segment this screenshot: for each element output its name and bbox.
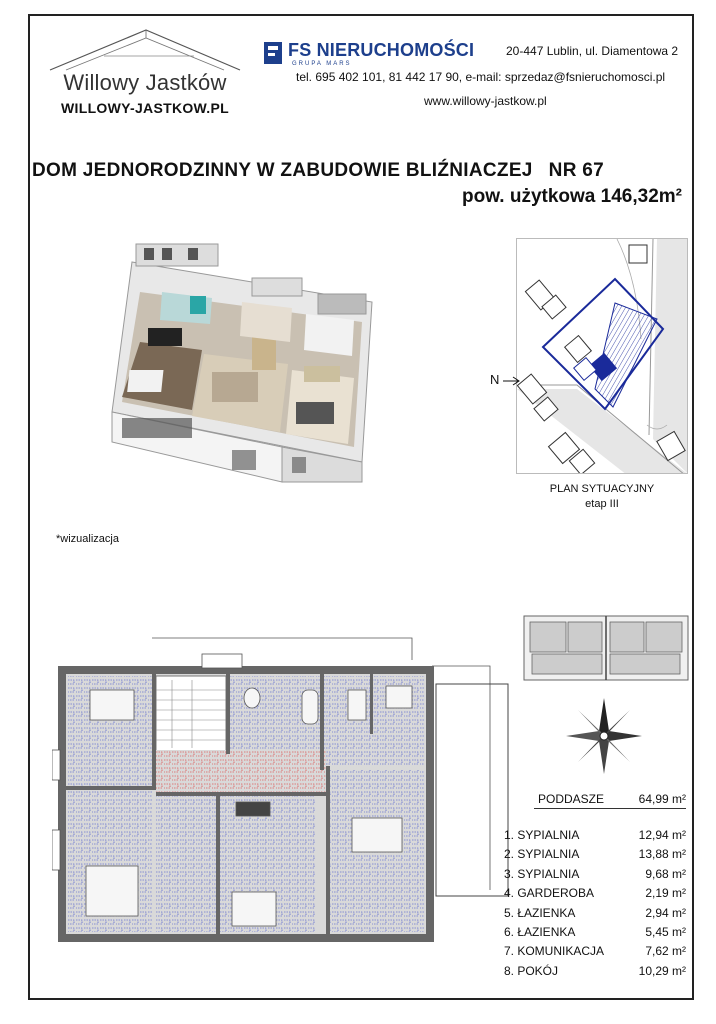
company-address: 20-447 Lublin, ul. Diamentowa 2 [506, 44, 679, 58]
list-item [500, 867, 686, 886]
list-item [500, 944, 686, 963]
house-visualization [92, 232, 382, 492]
room-name: 8. POKÓJ [504, 963, 559, 978]
company-info [262, 40, 702, 120]
page-title [32, 160, 604, 182]
room-area: 2,19 m² [645, 886, 686, 901]
willowy-logo[interactable] [44, 26, 244, 122]
room-area: 9,68 m² [645, 866, 686, 881]
key-plan [522, 608, 690, 688]
room-area: 12,94 m² [638, 828, 686, 842]
house-number: NR 67 [548, 160, 605, 181]
room-name: 6. ŁAZIENKA [504, 924, 576, 939]
company-name: FS NIERUCHOMOŚCI [288, 40, 475, 60]
room-list [500, 828, 686, 983]
company-contact: tel. 695 402 101, 81 442 17 90, e-mail: sprzedaz@fsnieruchomosci.pl [296, 70, 666, 84]
site-plan-map [517, 239, 688, 474]
company-group: GRUPA MARS [292, 61, 352, 67]
north-label: N [490, 372, 500, 387]
divider [534, 808, 686, 809]
list-item [500, 828, 686, 847]
north-arrow-icon [503, 374, 521, 388]
room-name: 4. GARDEROBA [504, 886, 595, 901]
logo-name: Willowy Jastków [63, 70, 227, 95]
compass-rose-drawing [566, 698, 642, 774]
list-item [500, 847, 686, 866]
site-plan-label: PLAN SYTUACYJNY [549, 483, 655, 495]
company-website[interactable]: www.willowy-jastkow.pl [424, 94, 547, 108]
north-arrow [490, 372, 521, 388]
usable-area: pow. użytkowa 146,32m² [462, 186, 682, 207]
room-name: 3. SYPIALNIA [504, 866, 580, 881]
list-item [500, 964, 686, 983]
fs-logo-icon [264, 42, 282, 64]
visualization-image [92, 232, 382, 492]
key-plan-drawing [522, 608, 690, 688]
room-area: 5,45 m² [645, 924, 686, 939]
list-item [500, 886, 686, 905]
room-area: 7,62 m² [645, 944, 686, 959]
site-plan-stage: etap III [585, 498, 619, 510]
room-name: 7. KOMUNIKACJA [504, 944, 605, 959]
room-area: 2,94 m² [645, 905, 686, 920]
roof-logo-icon [44, 26, 244, 74]
compass-rose-icon [566, 698, 642, 774]
floor-name: PODDASZE [538, 792, 605, 806]
visualization-caption: *wizualizacja [56, 533, 119, 545]
title-text: DOM JEDNORODZINNY W ZABUDOWIE BLIŹNIACZEJ [32, 160, 533, 181]
room-area: 10,29 m² [638, 963, 686, 978]
logo-url[interactable]: WILLOWY-JASTKOW.PL [61, 100, 229, 116]
list-item [500, 925, 686, 944]
site-plan [516, 238, 688, 474]
floor-plan [52, 630, 512, 950]
room-name: 2. SYPIALNIA [504, 847, 580, 862]
site-plan-title [516, 482, 688, 512]
floor-plan-drawing [52, 630, 512, 950]
room-area: 13,88 m² [638, 847, 686, 862]
list-item [500, 906, 686, 925]
room-name: 5. ŁAZIENKA [504, 905, 576, 920]
room-name: 1. SYPIALNIA [504, 828, 580, 842]
floor-total-area: 64,99 m² [638, 792, 686, 806]
